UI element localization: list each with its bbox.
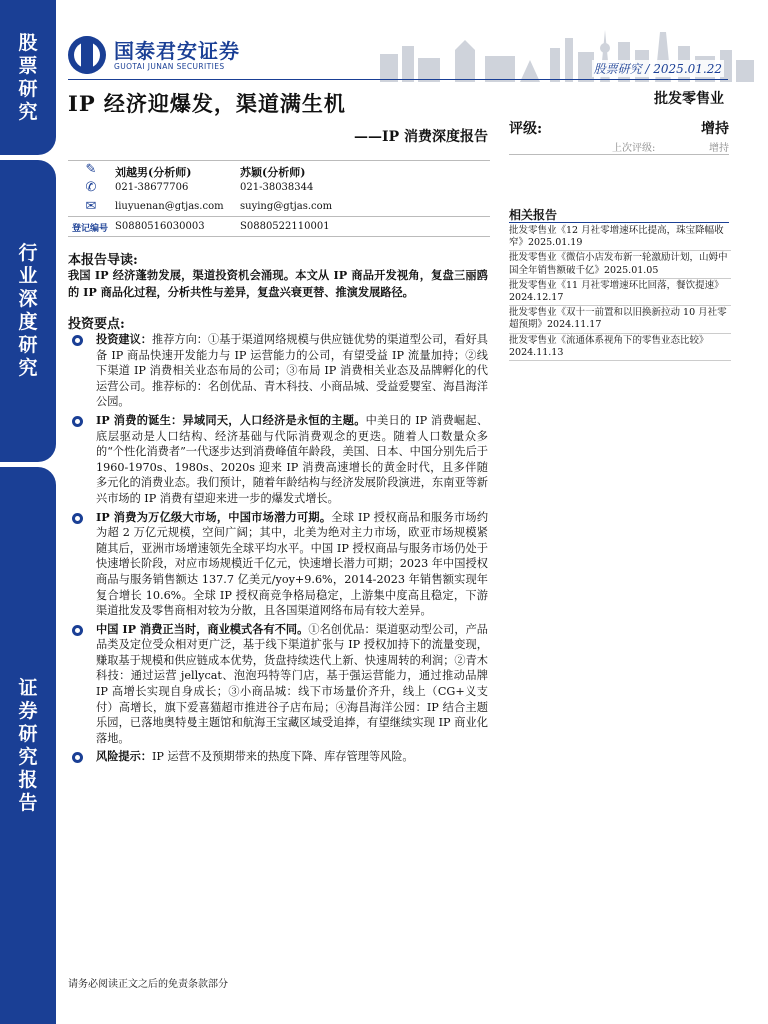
analyst-divider-top — [68, 160, 490, 161]
header-divider — [68, 79, 728, 80]
side-tab-char: 业 — [18, 265, 38, 287]
report-subtitle: ——IP 消费深度报告 — [354, 129, 488, 145]
related-report-item[interactable]: 批发零售业《流通体系视角下的零售业态比较》2024.11.13 — [509, 335, 731, 361]
point-text: ①名创优品：渠道驱动型公司，产品品类及定位受众相对更广泛，基于线下渠道扩张与 IP 授权加持下的流量变现，赚取基于规模和供应链成本优势，货盘持续迭代上新、快速周转的利润；②青木科技：通过运营 jellycat、泡泡玛特等门店，基于强运营能力，通过推动品牌 IP 高增长实现自身成长；③小商品城：线下市场量价齐升，线上（CG+义支付）高增长，旗下爱喜猫超市推进谷子店布局；④海昌海洋公园：IP 结合主题乐园，已落地奥特曼主题馆和航海王宝藏区域受追捧，有望继续实现 IP 商业化落地。 — [96, 622, 488, 745]
investment-point — [68, 413, 488, 507]
industry-label: 批发零售业 — [654, 91, 724, 107]
side-tab-stock-research — [0, 0, 56, 155]
brand-name-en: GUOTAI JUNAN SECURITIES — [114, 61, 225, 71]
point-heading: 风险提示： — [96, 749, 152, 764]
point-heading: IP 消费的诞生：异域同天，人口经济是永恒的主题。 — [96, 412, 366, 427]
related-report-item[interactable]: 批发零售业《11 月社零增速环比回落，餐饮提速》2024.12.17 — [509, 280, 731, 306]
side-tab-char: 券 — [18, 699, 38, 722]
related-report-item[interactable]: 批发零售业《12 月社零增速环比提高，珠宝降幅收窄》2025.01.19 — [509, 225, 731, 251]
analyst-divider-bottom — [68, 236, 490, 237]
analyst-email-2[interactable]: suying@gtjas.com — [240, 201, 333, 212]
point-heading: 中国 IP 消费正当时，商业模式各有不同。 — [96, 621, 309, 636]
pen-icon: ✎ — [85, 162, 97, 177]
side-tab-industry-research — [0, 160, 56, 462]
investment-point — [68, 510, 488, 619]
mail-icon: ✉ — [85, 199, 97, 214]
analyst-reg-1: S0880516030003 — [115, 221, 205, 232]
side-tab-char: 究 — [18, 357, 38, 379]
side-tab-char: 研 — [18, 334, 38, 356]
investment-point — [68, 332, 488, 410]
point-heading: IP 消费为万亿级大市场，中国市场潜力可期。 — [96, 509, 332, 524]
analyst-divider-mid — [68, 216, 490, 217]
side-tab-char: 研 — [18, 722, 38, 745]
analyst-name-1: 刘越男(分析师) — [115, 166, 192, 179]
side-tab-char: 票 — [18, 54, 38, 77]
brand-name-cn: 国泰君安证券 — [114, 38, 240, 63]
analyst-phone-2: 021-38038344 — [240, 182, 314, 193]
point-text: IP 运营不及预期带来的热度下降、库存管理等风险。 — [151, 750, 414, 764]
side-tab-char: 股 — [18, 31, 38, 54]
related-reports-title: 相关报告 — [509, 208, 558, 222]
report-title: IP 经济迎爆发，渠道满生机 — [68, 91, 346, 116]
analyst-email-1[interactable]: liuyuenan@gtjas.com — [115, 201, 224, 212]
side-tab-char: 告 — [18, 791, 38, 814]
analyst-reg-2: S0880522110001 — [240, 221, 330, 232]
bullet-icon — [72, 513, 83, 524]
side-tab-char: 报 — [18, 768, 38, 791]
brand-logo-icon — [68, 36, 106, 74]
prev-rating-label: 上次评级: — [612, 143, 656, 154]
side-tab-char: 研 — [18, 77, 38, 100]
rating-label: 评级: — [509, 121, 543, 137]
side-tab-char: 度 — [18, 311, 38, 333]
guide-title: 本报告导读: — [68, 253, 138, 268]
related-reports-list — [509, 225, 731, 362]
related-report-item[interactable]: 批发零售业《双十一前置和以旧换新拉动 10 月社零超预期》2024.11.17 — [509, 307, 731, 333]
point-text: 中美日的 IP 消费崛起、底层驱动是人口结构、经济基础与代际消费观念的更迭。随着人口数量众多的“个性化消费者”一代逐步达到消费峰值年龄段，美国、日本、中国分别先后于 1960-1970s、1980s、2020s 迎来 IP 消费高速增长的黄金时代，且多伴随多元化的消费业态。我们预计，随着年龄结构与经济发展阶段演进，东南亚等新兴市场的 IP 消费有望迎来进一步的爆发式增长。 — [96, 413, 489, 505]
investment-point — [68, 622, 488, 747]
brand-logo — [68, 36, 240, 74]
investment-points — [68, 332, 488, 768]
side-tab-char: 行 — [18, 242, 38, 264]
points-title: 投资要点: — [68, 317, 125, 332]
bullet-icon — [72, 335, 83, 346]
side-tab-char: 究 — [18, 745, 38, 768]
rating-divider — [509, 154, 729, 155]
disclaimer-footer: 请务必阅读正文之后的免责条款部分 — [68, 979, 228, 990]
rating-row — [509, 118, 729, 138]
side-tab-char: 深 — [18, 288, 38, 310]
point-text: 推荐方向：①基于渠道网络规模与供应链优势的渠道型公司，看好具备 IP 商品快速开发能力与 IP 运营能力的公司，有望受益 IP 流量加持；②线下渠道 IP 消费相关业态布局的公司；③布局 IP 消费相关业态及品牌孵化的代运营公司。推荐标的：名创优品、青木科技、小商品城、受益爱婴室、海昌海洋公园。 — [96, 333, 488, 409]
point-heading: 投资建议： — [96, 332, 152, 346]
bullet-icon — [72, 752, 83, 763]
prev-rating-value: 增持 — [709, 143, 729, 154]
guide-text: 我国 IP 经济蓬勃发展，渠道投资机会涌现。本文从 IP 商品开发视角，复盘三丽鸥的 IP 商品化过程，分析共性与差异，复盘兴衰更替、推演发展路径。 — [68, 268, 488, 299]
phone-icon: ✆ — [85, 180, 97, 195]
prev-rating-row — [612, 139, 729, 154]
investment-point — [68, 749, 488, 765]
related-reports-divider — [509, 222, 729, 223]
analyst-name-2: 苏颖(分析师) — [240, 166, 306, 179]
side-tab-char: 究 — [18, 100, 38, 123]
registration-label: 登记编号 — [72, 224, 109, 234]
analyst-phone-1: 021-38677706 — [115, 182, 189, 193]
bullet-icon — [72, 416, 83, 427]
side-tab-securities-report — [0, 467, 56, 1024]
point-text: 全球 IP 授权商品和服务市场约为超 2 万亿元规模，空间广阔；其中，北美为绝对主力市场，欧亚市场规模紧随其后，亚洲市场增速领先全球平均水平。中国 IP 授权商品与服务市场仍处于快速增长阶段，对应市场规模近千亿元，快速增长潜力可期；2023 年中国授权商品与服务销售额达 137.7 亿美元/yoy+9.6%，2014-2023 年销售额实现年复合增长 10.6%。全球 IP 授权商竞争格局稳定，上游集中度高且稳定，下游渠道批发及零售商相对较为分散，且各国渠道网络布局有较大差异。 — [96, 510, 489, 618]
report-meta: 股票研究 / 2025.01.22 — [593, 62, 722, 76]
related-report-item[interactable]: 批发零售业《微信小店发布新一轮激励计划，山姆中国全年销售额破千亿》2025.01.05 — [509, 252, 731, 278]
bullet-icon — [72, 625, 83, 636]
rating-value: 增持 — [701, 121, 729, 137]
side-tab-char: 证 — [18, 676, 38, 699]
